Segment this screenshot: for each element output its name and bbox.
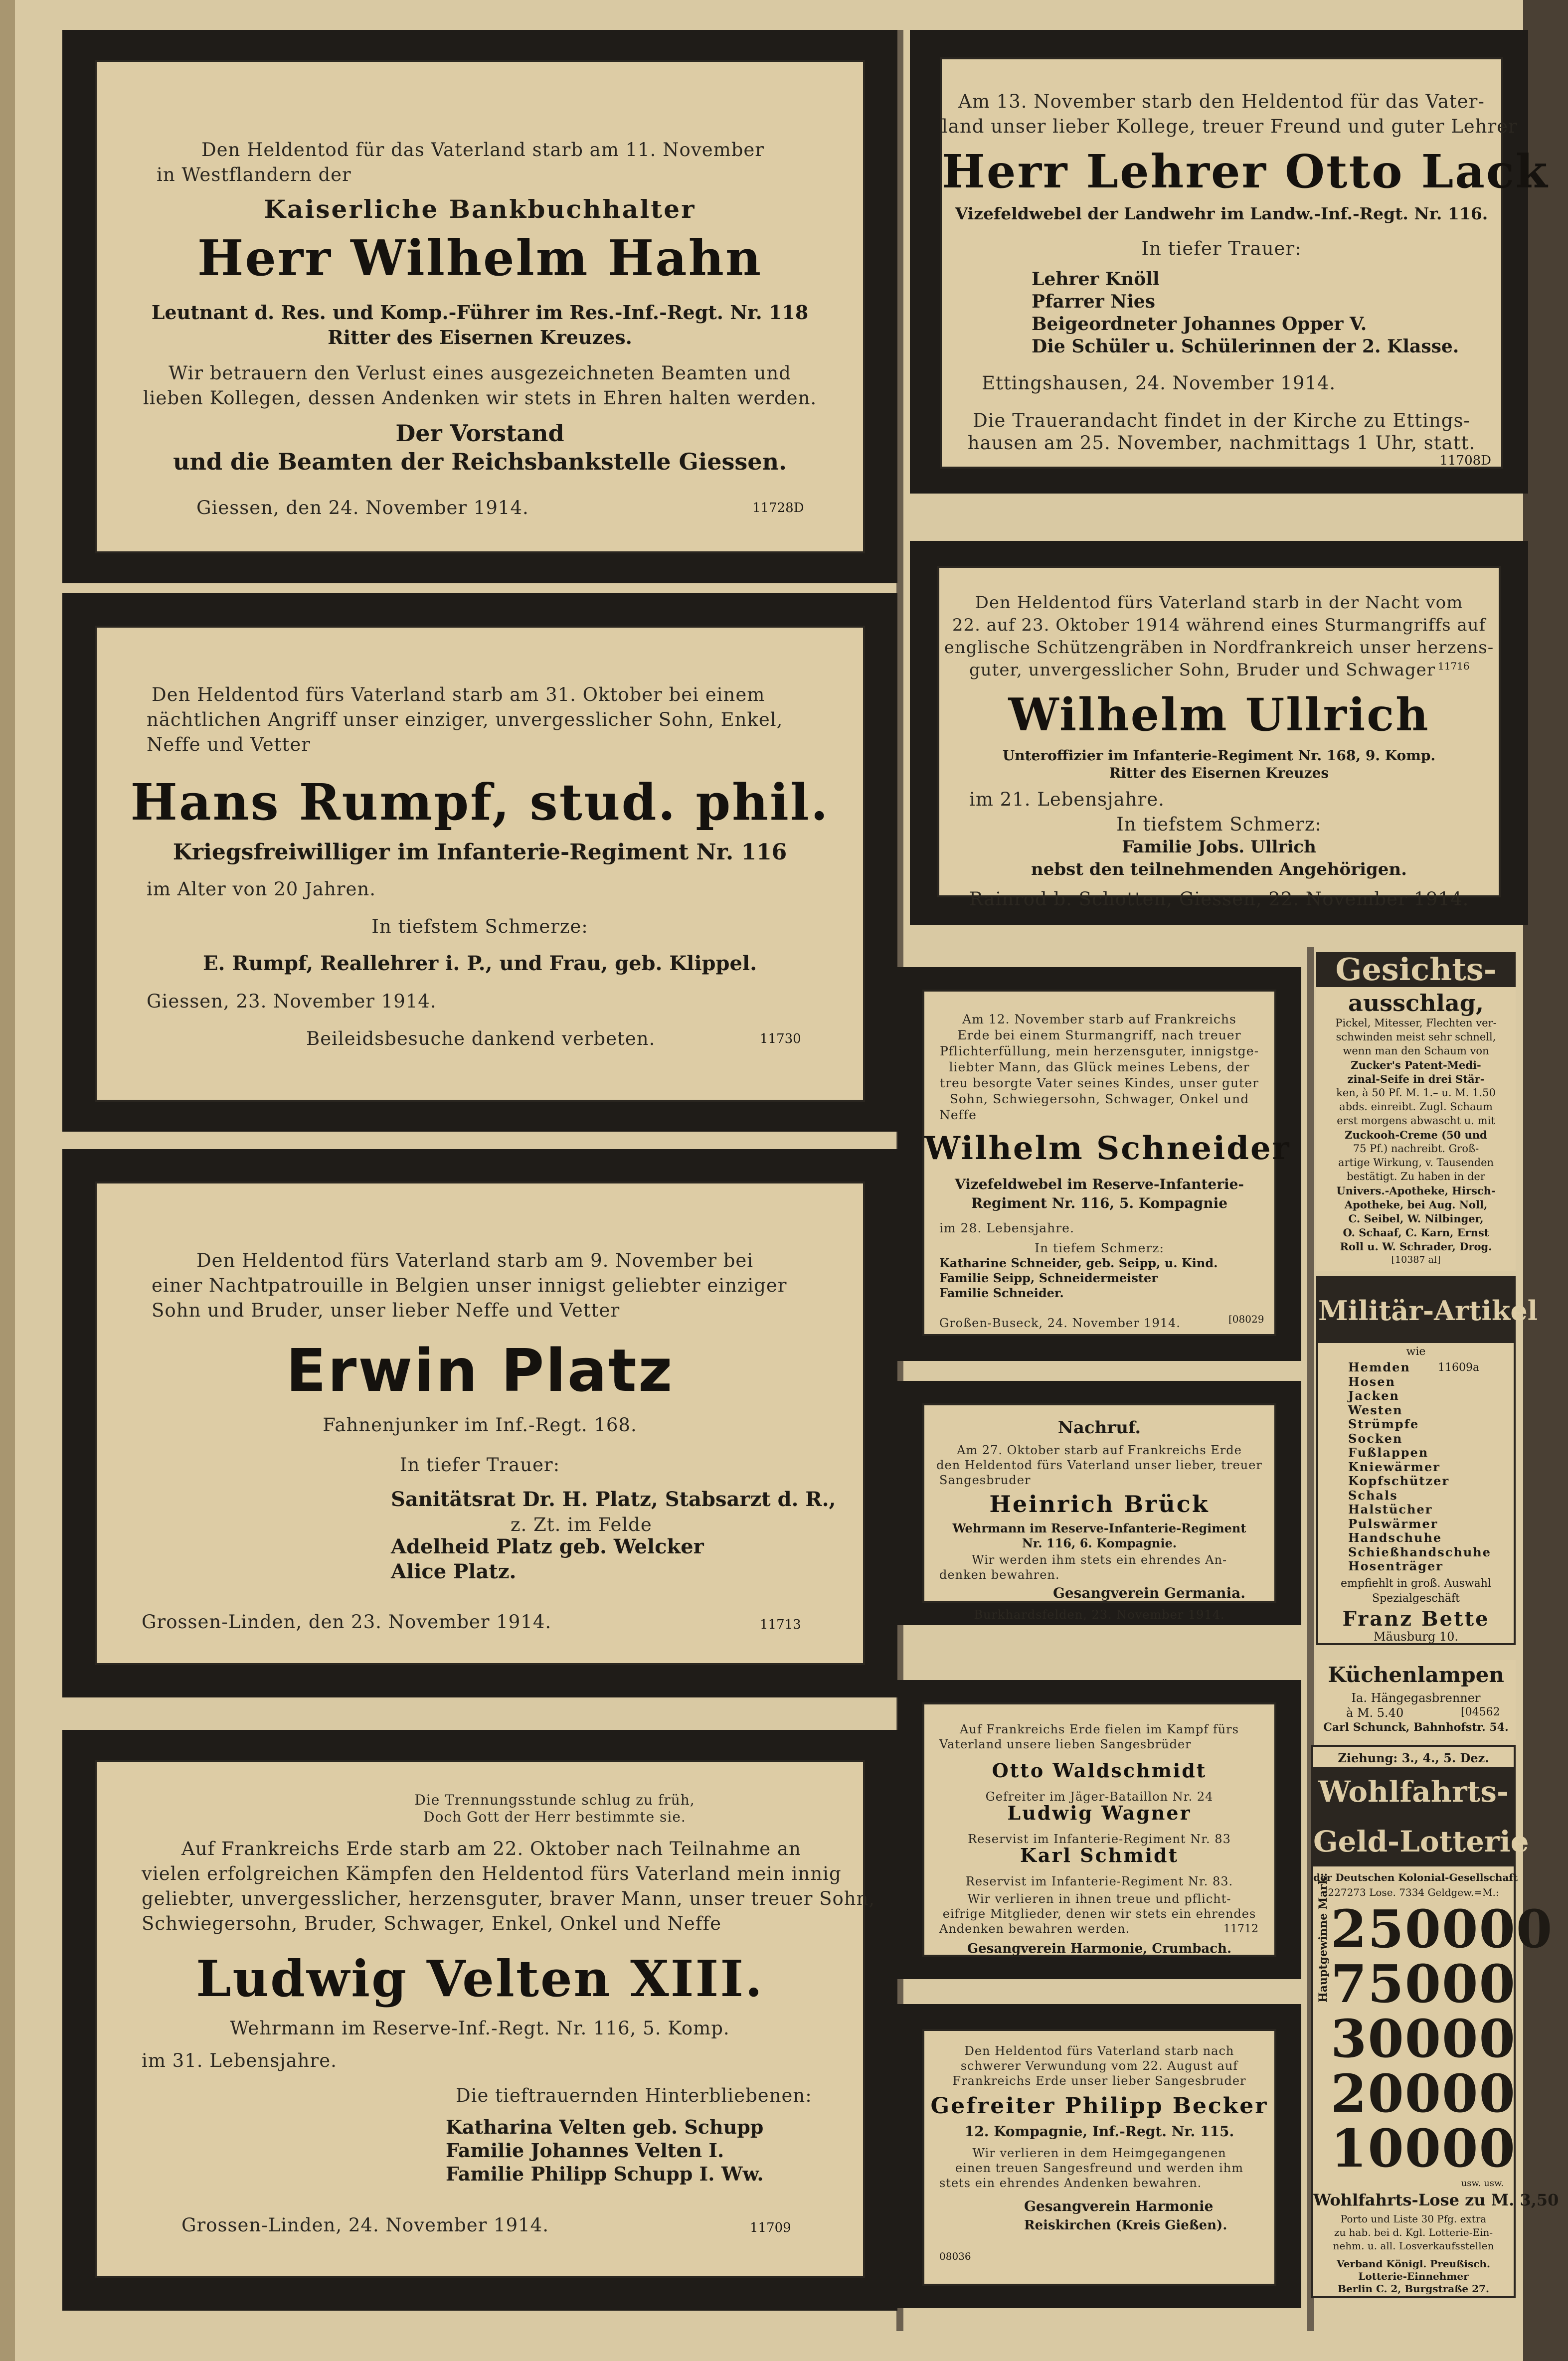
obituary-waldschmidt bbox=[897, 1680, 1301, 1979]
note-line: eifrige Mitglieder, denen wir stets ein ehrendes bbox=[942, 1907, 1256, 1921]
deceased-honor: Ritter des Eisernen Kreuzes. bbox=[328, 326, 632, 348]
intro-line: einer Nachtpatrouille in Belgien unser innigst geliebter einziger bbox=[152, 1275, 787, 1296]
ad-text: 227273 Lose. 7334 Geldgew.=M.: bbox=[1328, 1886, 1499, 1898]
ad-heading: Küchenlampen bbox=[1328, 1663, 1504, 1687]
mourner: Beigeordneter Johannes Opper V. bbox=[1032, 314, 1367, 335]
intro-line: Den Heldentod fürs Vaterland starb am 9. November bei bbox=[196, 1250, 754, 1271]
signature: Gesangverein Germania. bbox=[1052, 1585, 1246, 1601]
ad-kuechenlampen bbox=[1316, 1660, 1516, 1740]
mourning-header: In tiefstem Schmerze: bbox=[371, 916, 588, 937]
note-line: Beileidsbesuche dankend verbeten. bbox=[306, 1028, 656, 1049]
item-list-entry: Hosen bbox=[1348, 1374, 1395, 1389]
intro-line: Frankreichs Erde unser lieber Sangesbruder bbox=[952, 2074, 1246, 2088]
deceased-rank: Vizefeldwebel der Landwehr im Landw.-Inf.-Regt. Nr. 116. bbox=[955, 204, 1488, 223]
obituary-hahn bbox=[62, 30, 897, 583]
intro-line: Am 13. November starb den Heldentod für das Vater- bbox=[958, 91, 1485, 112]
mourner: Lehrer Knöll bbox=[1032, 269, 1160, 290]
merchant-name: Franz Bette bbox=[1342, 1607, 1490, 1631]
ad-text: wie bbox=[1406, 1346, 1426, 1358]
deceased-name: Erwin Platz bbox=[286, 1336, 674, 1405]
ad-lotterie bbox=[1311, 1745, 1559, 2298]
signature: Gesangverein Harmonie bbox=[1024, 2198, 1214, 2214]
obituary-becker bbox=[897, 2004, 1301, 2308]
intro-line: Neffe und Vetter bbox=[147, 734, 311, 755]
merchant-address: Mäusburg 10. bbox=[1373, 1630, 1459, 1644]
ad-code: 08036 bbox=[939, 2250, 971, 2262]
ad-code: 11728D bbox=[752, 501, 804, 515]
mourner: Familie Schneider. bbox=[939, 1286, 1064, 1300]
prize-amount: 20000 bbox=[1331, 2063, 1516, 2124]
ad-code: 11708D bbox=[1439, 453, 1491, 468]
deceased-rank: Reservist im Infanterie-Regiment Nr. 83. bbox=[965, 1874, 1233, 1888]
intro-line: Pflichterfüllung, mein herzensguter, innigstge- bbox=[939, 1044, 1259, 1058]
deceased-rank: Fahnenjunker im Inf.-Regt. 168. bbox=[323, 1414, 637, 1436]
deceased-rank: Nr. 116, 6. Kompagnie. bbox=[1022, 1536, 1177, 1550]
mourner: Katharina Velten geb. Schupp bbox=[446, 2116, 764, 2138]
mourning-header: In tiefstem Schmerz: bbox=[1116, 814, 1322, 835]
item-list-entry: Strümpfe bbox=[1348, 1417, 1419, 1431]
mourner: Die Schüler u. Schülerinnen der 2. Klasse. bbox=[1032, 336, 1459, 357]
ad-code: 11730 bbox=[760, 1031, 801, 1046]
ad-text: Apotheke, bei Aug. Noll, bbox=[1344, 1198, 1488, 1211]
ad-militaer-artikel bbox=[1316, 1276, 1538, 1645]
item-list-entry: Socken bbox=[1348, 1431, 1403, 1446]
ad-text: Zucker's Patent-Medi- bbox=[1351, 1059, 1481, 1071]
intro-line: in Westflandern der bbox=[157, 164, 351, 185]
ad-text: bestätigt. Zu haben in der bbox=[1347, 1171, 1485, 1182]
intro-line: land unser lieber Kollege, treuer Freund und guter Lehrer bbox=[942, 116, 1518, 137]
note-line: stets ein ehrendes Andenken bewahren. bbox=[939, 2176, 1202, 2190]
deceased-rank: Reservist im Infanterie-Regiment Nr. 83 bbox=[968, 1832, 1231, 1846]
intro-line: Sohn und Bruder, unser lieber Neffe und Vetter bbox=[152, 1300, 620, 1321]
ad-text: C. Seibel, W. Nilbinger, bbox=[1348, 1212, 1484, 1225]
item-list-entry: Westen bbox=[1348, 1402, 1403, 1417]
intro-line: nächtlichen Angriff unser einziger, unvergesslicher Sohn, Enkel, bbox=[147, 709, 783, 730]
mourner: Alice Platz. bbox=[391, 1560, 517, 1583]
mourning-header: In tiefem Schmerz: bbox=[1035, 1241, 1164, 1255]
ad-text: Spezialgeschäft bbox=[1372, 1592, 1460, 1605]
ad-text: à M. 5.40 bbox=[1346, 1706, 1404, 1720]
obituary-schneider bbox=[897, 967, 1301, 1361]
mourning-header: In tiefer Trauer: bbox=[1141, 238, 1302, 259]
intro-line: Neffe bbox=[939, 1108, 977, 1122]
obituary-brueck bbox=[897, 1381, 1301, 1625]
deceased-name: Gefreiter Philipp Becker bbox=[930, 2093, 1268, 2119]
mourner: Sanitätsrat Dr. H. Platz, Stabsarzt d. R., bbox=[391, 1488, 836, 1511]
ad-text: zinal-Seife in drei Stär- bbox=[1347, 1073, 1485, 1085]
place-date: Großen-Buseck, 24. November 1914. bbox=[939, 1316, 1181, 1330]
intro-line: schwerer Verwundung vom 22. August auf bbox=[960, 2059, 1238, 2073]
place-date: Grossen-Linden, den 23. November 1914. bbox=[142, 1611, 552, 1633]
intro-line: Den Heldentod fürs Vaterland starb am 31. Oktober bei einem bbox=[152, 684, 765, 705]
item-list-entry: Fußlappen bbox=[1348, 1445, 1429, 1460]
intro-line: Den Heldentod für das Vaterland starb am 11. November bbox=[201, 139, 764, 161]
ad-heading: Militär-Artikel bbox=[1318, 1278, 1514, 1343]
intro-line: geliebter, unvergesslicher, herzensguter, braver Mann, unser treuer Sohn, bbox=[142, 1888, 875, 1909]
deceased-rank: 12. Kompagnie, Inf.-Regt. Nr. 115. bbox=[964, 2123, 1234, 2140]
place-date: Giessen, 23. November 1914. bbox=[147, 991, 437, 1012]
motto-line: Die Trennungsstunde schlug zu früh, bbox=[414, 1792, 695, 1808]
intro-line: vielen erfolgreichen Kämpfen den Heldentod fürs Vaterland mein innig bbox=[142, 1863, 842, 1884]
deceased-rank: Regiment Nr. 116, 5. Kompagnie bbox=[971, 1195, 1228, 1211]
note-line: Die Trauerandacht findet in der Kirche zu Ettings- bbox=[973, 410, 1470, 431]
ad-text: Ia. Hängegasbrenner bbox=[1351, 1691, 1481, 1705]
intro-line: 22. auf 23. Oktober 1914 während eines Sturmangriffs auf bbox=[952, 615, 1486, 635]
item-list-entry: Pulswärmer bbox=[1348, 1516, 1438, 1531]
ad-text: artige Wirkung, v. Tausenden bbox=[1338, 1157, 1494, 1169]
ad-text: Berlin C. 2, Burgstraße 27. bbox=[1338, 2283, 1489, 2295]
mourner: Familie Seipp, Schneidermeister bbox=[939, 1271, 1158, 1285]
deceased-honor: Ritter des Eisernen Kreuzes bbox=[1109, 765, 1329, 781]
deceased-name: Ludwig Velten XIII. bbox=[196, 1949, 764, 2008]
ad-code: 11712 bbox=[1223, 1923, 1258, 1935]
ad-text: nehm. u. all. Losverkaufsstellen bbox=[1333, 2240, 1494, 2252]
ad-text: schwinden meist sehr schnell, bbox=[1336, 1031, 1496, 1043]
intro-line: Auf Frankreichs Erde fielen im Kampf fürs bbox=[960, 1722, 1239, 1736]
deceased-rank: Wehrmann im Reserve-Infanterie-Regiment bbox=[952, 1521, 1246, 1535]
item-list-entry: Kopfschützer bbox=[1348, 1474, 1450, 1488]
item-list-entry: Hemden bbox=[1348, 1360, 1410, 1374]
intro-line: Den Heldentod fürs Vaterland starb in der Nacht vom bbox=[975, 593, 1463, 613]
signature: Gesangverein Harmonie, Crumbach. bbox=[967, 1941, 1232, 1956]
intro-line: Vaterland unsere lieben Sangesbrüder bbox=[939, 1737, 1192, 1751]
deceased-name: Wilhelm Schneider bbox=[924, 1130, 1291, 1167]
ad-text: wenn man den Schaum von bbox=[1343, 1045, 1489, 1057]
obituary-ullrich bbox=[910, 541, 1528, 925]
intro-line: den Heldentod fürs Vaterland unser lieber, treuer bbox=[936, 1458, 1262, 1472]
prize-amount: 30000 bbox=[1331, 2008, 1516, 2069]
intro-line: Sangesbruder bbox=[939, 1473, 1031, 1487]
ad-code: 11713 bbox=[760, 1617, 801, 1632]
age-line: im 31. Lebensjahre. bbox=[142, 2050, 337, 2071]
place-date: Grossen-Linden, 24. November 1914. bbox=[181, 2214, 549, 2236]
note-line: Wir verlieren in ihnen treue und pflicht- bbox=[967, 1892, 1231, 1906]
deceased-role: Kaiserliche Bankbuchhalter bbox=[264, 194, 696, 224]
mourning-header: Die tieftrauernden Hinterbliebenen: bbox=[456, 2085, 812, 2106]
ad-text: Hauptgewinne Mark: bbox=[1317, 1872, 1330, 2003]
intro-line: Schwiegersohn, Bruder, Schwager, Enkel, Onkel und Neffe bbox=[142, 1913, 722, 1934]
place-date: Ettingshausen, 24. November 1914. bbox=[982, 372, 1336, 394]
item-list-entry: Handschuhe bbox=[1348, 1530, 1442, 1545]
ad-text: usw. usw. bbox=[1461, 2178, 1504, 2189]
ad-code: [08029 bbox=[1228, 1313, 1264, 1325]
intro-line: liebter Mann, das Glück meines Lebens, der bbox=[949, 1060, 1250, 1074]
ad-heading: ausschlag, bbox=[1348, 990, 1484, 1016]
place-date: Giessen, den 24. November 1914. bbox=[196, 497, 529, 518]
note-line: Wir verlieren in dem Heimgegangenen bbox=[972, 2146, 1226, 2160]
note-line: Andenken bewahren werden. bbox=[939, 1922, 1130, 1936]
ad-text: zu hab. bei d. Kgl. Lotterie-Ein- bbox=[1334, 2226, 1493, 2238]
ad-text: abds. einreibt. Zugl. Schaum bbox=[1339, 1101, 1493, 1113]
motto-line: Doch Gott der Herr bestimmte sie. bbox=[423, 1809, 686, 1825]
intro-line: treu besorgte Vater seines Kindes, unser guter bbox=[940, 1076, 1259, 1090]
mourner: Katharine Schneider, geb. Seipp, u. Kind. bbox=[939, 1256, 1218, 1270]
note-line: hausen am 25. November, nachmittags 1 Uhr, statt. bbox=[967, 432, 1476, 454]
signature: Der Vorstand bbox=[395, 420, 564, 447]
age-line: im 21. Lebensjahre. bbox=[969, 789, 1165, 810]
signature: und die Beamten der Reichsbankstelle Giessen. bbox=[173, 448, 787, 475]
deceased-name: Heinrich Brück bbox=[989, 1491, 1210, 1518]
text-line: Wir betrauern den Verlust eines ausgezeichneten Beamten und bbox=[169, 362, 791, 384]
obituary-rumpf bbox=[62, 593, 897, 1132]
obituary-velten bbox=[62, 1730, 897, 2311]
ad-code: [10387 al] bbox=[1391, 1254, 1441, 1265]
note-line: einen treuen Sangesfreund und werden ihm bbox=[955, 2161, 1243, 2175]
note-line: Wir werden ihm stets ein ehrendes An- bbox=[971, 1553, 1227, 1567]
ad-heading: Geld-Lotterie bbox=[1313, 1825, 1529, 1858]
ad-code: 11716 bbox=[1438, 660, 1470, 672]
mourner: z. Zt. im Felde bbox=[511, 1514, 652, 1535]
ad-text: 75 Pf.) nachreibt. Groß- bbox=[1353, 1143, 1479, 1155]
deceased-rank: Vizefeldwebel im Reserve-Infanterie- bbox=[954, 1176, 1244, 1192]
mourning-header: In tiefer Trauer: bbox=[399, 1454, 560, 1476]
mourner: nebst den teilnehmenden Angehörigen. bbox=[1031, 859, 1407, 879]
ad-gesichtsausschlag bbox=[1316, 952, 1516, 1271]
item-list-entry: Kniewärmer bbox=[1348, 1459, 1440, 1474]
prize-amount: 10000 bbox=[1331, 2118, 1516, 2179]
ad-text: Ziehung: 3., 4., 5. Dez. bbox=[1338, 1751, 1489, 1765]
intro-line: Erde bei einem Sturmangriff, nach treuer bbox=[957, 1028, 1241, 1042]
item-list-entry: Halstücher bbox=[1348, 1502, 1433, 1517]
ad-text: ken, à 50 Pf. M. 1.– u. M. 1.50 bbox=[1336, 1087, 1496, 1099]
intro-line: Den Heldentod fürs Vaterland starb nach bbox=[964, 2044, 1234, 2058]
deceased-name: Hans Rumpf, stud. phil. bbox=[130, 773, 830, 832]
intro-line: Sohn, Schwiegersohn, Schwager, Onkel und bbox=[949, 1092, 1249, 1106]
item-list-entry: Hosenträger bbox=[1348, 1559, 1443, 1573]
deceased-name: Karl Schmidt bbox=[1020, 1844, 1179, 1866]
ad-code: [04562 bbox=[1461, 1706, 1500, 1718]
age-line: im Alter von 20 Jahren. bbox=[147, 878, 376, 900]
ad-text: Verband Königl. Preußisch. bbox=[1337, 2258, 1490, 2270]
item-list-entry: Schießhandschuhe bbox=[1348, 1544, 1491, 1559]
place-date: Rainrod b. Schotten, Giessen, 22. November 1914. bbox=[969, 888, 1469, 910]
ad-text: Univers.-Apotheke, Hirsch- bbox=[1336, 1184, 1496, 1197]
prize-amount: 75000 bbox=[1331, 1953, 1516, 2015]
deceased-rank: Gefreiter im Jäger-Bataillon Nr. 24 bbox=[985, 1790, 1214, 1804]
mourner: Adelheid Platz geb. Welcker bbox=[391, 1535, 704, 1558]
deceased-rank: Kriegsfreiwilliger im Infanterie-Regiment Nr. 116 bbox=[173, 840, 787, 865]
intro-line: guter, unvergesslicher Sohn, Bruder und Schwager bbox=[969, 660, 1435, 680]
obituary-platz bbox=[62, 1149, 897, 1697]
deceased-name: Ludwig Wagner bbox=[1007, 1802, 1192, 1824]
intro-line: Am 12. November starb auf Frankreichs bbox=[962, 1012, 1236, 1026]
intro-line: Am 27. Oktober starb auf Frankreichs Erde bbox=[957, 1443, 1242, 1457]
deceased-name: Herr Lehrer Otto Lack bbox=[942, 145, 1549, 198]
mourner: Familie Jobs. Ullrich bbox=[1122, 837, 1316, 857]
intro-line: englische Schützengräben in Nordfrankreich unser herzens- bbox=[944, 638, 1494, 658]
text-line: lieben Kollegen, dessen Andenken wir stets in Ehren halten werden. bbox=[143, 387, 817, 409]
ad-text: Roll u. W. Schrader, Drog. bbox=[1340, 1240, 1492, 1253]
mourner: E. Rumpf, Reallehrer i. P., und Frau, geb. Klippel. bbox=[202, 952, 757, 975]
ad-code: 11609a bbox=[1438, 1361, 1480, 1374]
ad-text: empfiehlt in groß. Auswahl bbox=[1341, 1577, 1491, 1590]
mourner: Familie Philipp Schupp I. Ww. bbox=[446, 2163, 764, 2185]
mourner: Familie Johannes Velten I. bbox=[446, 2139, 724, 2162]
item-list bbox=[1348, 1360, 1491, 1574]
signature: Reiskirchen (Kreis Gießen). bbox=[1024, 2218, 1227, 2233]
ad-text: der Deutschen Kolonial-Gesellschaft bbox=[1313, 1871, 1518, 1883]
intro-line: Auf Frankreichs Erde starb am 22. Oktober nach Teilnahme an bbox=[181, 1838, 801, 1859]
deceased-rank: Leutnant d. Res. und Komp.-Führer im Res.-Inf.-Regt. Nr. 118 bbox=[151, 301, 809, 324]
ad-code: 11709 bbox=[750, 2220, 791, 2235]
mourner: Pfarrer Nies bbox=[1032, 291, 1155, 312]
ad-heading: Nachruf. bbox=[1057, 1418, 1141, 1438]
ad-text: O. Schaaf, C. Karn, Ernst bbox=[1343, 1226, 1489, 1239]
deceased-name: Herr Wilhelm Hahn bbox=[197, 230, 763, 287]
ad-text: Zuckooh-Creme (50 und bbox=[1345, 1129, 1487, 1141]
ad-text: Wohlfahrts-Lose zu M. 3,50 bbox=[1313, 2191, 1559, 2209]
ad-text: erst morgens abwascht u. mit bbox=[1337, 1115, 1495, 1127]
ad-heading: Gesichts- bbox=[1316, 952, 1516, 987]
deceased-rank: Unteroffizier im Infanterie-Regiment Nr. 168, 9. Komp. bbox=[1002, 747, 1436, 764]
ad-text: Porto und Liste 30 Pfg. extra bbox=[1340, 2213, 1487, 2225]
ad-text: Lotterie-Einnehmer bbox=[1358, 2270, 1469, 2282]
item-list-entry: Jacken bbox=[1348, 1388, 1399, 1403]
deceased-name: Otto Waldschmidt bbox=[992, 1759, 1207, 1782]
ad-text: Carl Schunck, Bahnhofstr. 54. bbox=[1323, 1721, 1509, 1734]
note-line: denken bewahren. bbox=[939, 1568, 1060, 1582]
ad-heading: Wohlfahrts- bbox=[1318, 1775, 1509, 1809]
obituary-lack bbox=[910, 30, 1549, 494]
ad-text: Pickel, Mitesser, Flechten ver- bbox=[1335, 1017, 1497, 1029]
prize-amount: 250000 bbox=[1331, 1898, 1554, 1960]
age-line: im 28. Lebensjahre. bbox=[939, 1221, 1074, 1235]
item-list-entry: Schals bbox=[1348, 1488, 1398, 1503]
place-date: Burkhardsfelden, 23. November 1914. bbox=[974, 1608, 1225, 1622]
deceased-name: Wilhelm Ullrich bbox=[1008, 688, 1430, 741]
deceased-rank: Wehrmann im Reserve-Inf.-Regt. Nr. 116, 5. Komp. bbox=[230, 2018, 730, 2039]
